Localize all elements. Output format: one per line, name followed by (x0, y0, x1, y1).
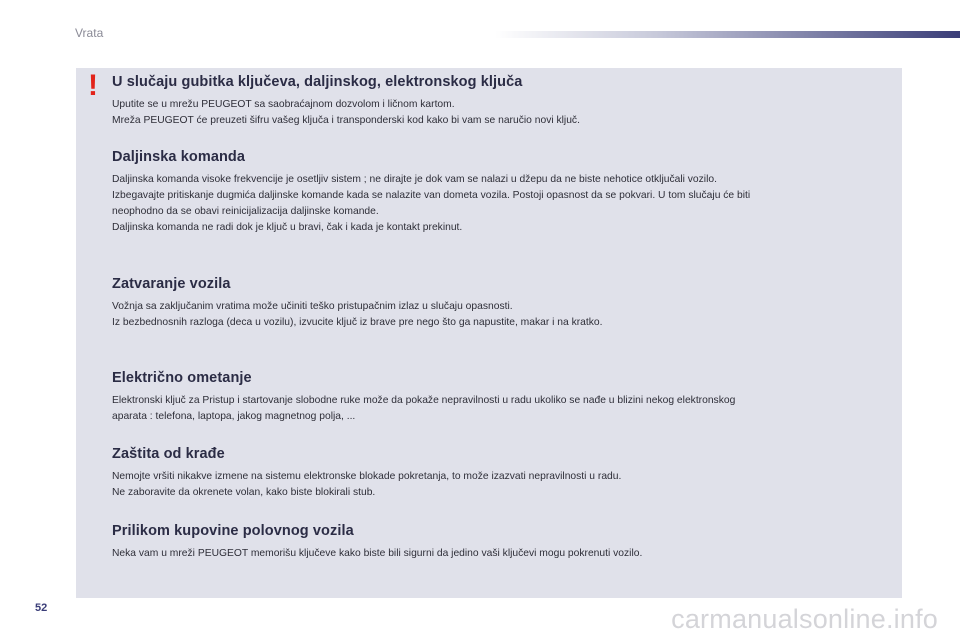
body-line: Uputite se u mrežu PEUGEOT sa saobraćajnom dozvolom i ličnom kartom. (112, 99, 455, 110)
section-title: Daljinska komanda (112, 149, 246, 165)
body-line: aparata : telefona, laptopa, jakog magnetnog polja, ... (112, 411, 356, 422)
section-used-vehicle (112, 523, 882, 562)
warning-panel (76, 68, 902, 598)
watermark: carmanualsonline.info (671, 604, 938, 634)
section-title: Prilikom kupovine polovnog vozila (112, 523, 354, 539)
body-line: Elektronski ključ za Pristup i startovanje slobodne ruke može da pokaže nepravilnosti u radu ukoliko se nađe u blizini nekog elektronskog (112, 395, 736, 406)
section-theft-protection (112, 446, 882, 501)
section-title: Zatvaranje vozila (112, 276, 231, 292)
body-line: Daljinska komanda ne radi dok je ključ u bravi, čak i kada je kontakt prekinut. (112, 222, 463, 233)
body-line: Mreža PEUGEOT će preuzeti šifru vašeg ključa i transponderski kod kako bi vam se naručio novi ključ. (112, 115, 580, 126)
body-line: neophodno da se obavi reinicijalizacija daljinske komande. (112, 206, 379, 217)
body-line: Ne zaboravite da okrenete volan, kako biste blokirali stub. (112, 487, 376, 498)
page-number: 52 (35, 602, 48, 614)
body-line: Izbegavajte pritiskanje dugmića daljinske komande kada se nalazite van dometa vozila. Postoji opasnost da se pokvari. U tom slučaju će biti (112, 190, 751, 201)
section-locking-vehicle (112, 276, 882, 331)
section-remote-control (112, 149, 882, 236)
section-body (112, 97, 882, 129)
section-body (112, 393, 882, 425)
section-title: U slučaju gubitka ključeva, daljinskog, elektronskog ključa (112, 74, 523, 90)
section-title: Električno ometanje (112, 370, 252, 386)
section-electrical-interference (112, 370, 882, 425)
section-body (112, 546, 882, 562)
warning-exclamation-icon: ! (88, 69, 98, 102)
body-line: Iz bezbednosnih razloga (deca u vozilu), izvucite ključ iz brave pre nego što ga napustite, makar i na kratko. (112, 317, 603, 328)
body-line: Neka vam u mreži PEUGEOT memorišu ključeve kako biste bili sigurni da jedino vaši ključevi mogu pokrenuti vozilo. (112, 548, 643, 559)
body-line: Daljinska komanda visoke frekvencije je osetljiv sistem ; ne dirajte je dok vam se nalazi u džepu da ne biste nehotice otključali vozilo. (112, 174, 717, 185)
section-lost-keys (112, 74, 882, 129)
body-line: Nemojte vršiti nikakve izmene na sistemu elektronske blokade pokretanja, to može izazvati nepravilnosti u radu. (112, 471, 622, 482)
body-line: Vožnja sa zaključanim vratima može učiniti teško pristupačnim izlaz u slučaju opasnosti. (112, 301, 513, 312)
page-header-title: Vrata (75, 26, 104, 40)
header-gradient-bar (495, 31, 960, 38)
section-body (112, 172, 882, 236)
section-body (112, 299, 882, 331)
section-title: Zaštita od krađe (112, 446, 225, 462)
section-body (112, 469, 882, 501)
